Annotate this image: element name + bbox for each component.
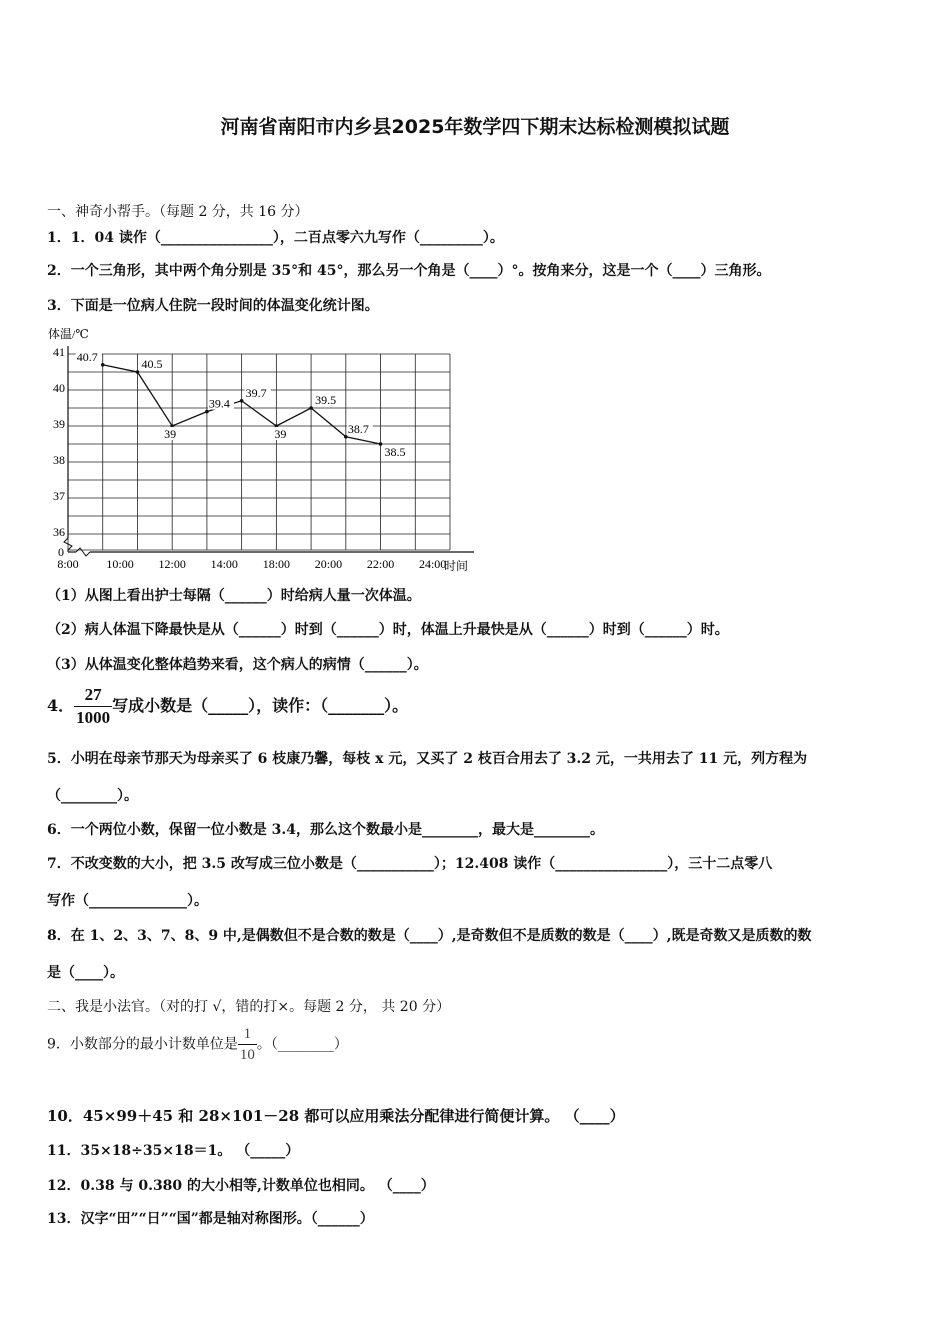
y-tick-label: 0: [58, 545, 64, 559]
y-tick-label: 38: [53, 453, 65, 467]
x-axis-label: 时间: [443, 559, 469, 573]
question-2: 2．一个三角形，其中两个角分别是 35°和 45°，那么另一个角是（____）°。按角来分，这是一个（____）三角形。: [47, 263, 771, 279]
x-tick-label: 24:00: [418, 557, 447, 571]
data-point: [136, 370, 140, 374]
question-12: 12．0.38 与 0.380 的大小相等,计数单位也相同。 （____）: [47, 1178, 435, 1194]
fraction-numerator: 27: [84, 685, 102, 704]
question-3: 3．下面是一位病人住院一段时间的体温变化统计图。: [47, 298, 379, 314]
y-tick-label: 37: [53, 489, 65, 503]
question-7-line-1: 7．不改变数的大小，把 3.5 改写成三位小数是（___________）；12.408 读作（________________），三十二点零八: [47, 856, 773, 872]
question-4: [47, 684, 408, 729]
temperature-line-chart: [44, 322, 484, 574]
y-axis-label: 体温/℃: [48, 327, 89, 341]
data-label: 38.5: [384, 445, 406, 459]
y-tick-label: 39: [53, 417, 65, 431]
question-3-part-1: （1）从图上看出护士每隔（______）时给病人量一次体温。: [47, 588, 421, 604]
x-tick-label: 8:00: [57, 557, 79, 571]
data-point: [379, 442, 383, 446]
data-point: [309, 406, 313, 410]
x-tick-label: 14:00: [210, 557, 238, 571]
fraction-numerator: 1: [243, 1026, 252, 1042]
data-label: 39: [164, 427, 177, 441]
x-tick-label: 22:00: [366, 557, 395, 571]
question-1: 1．1．04 读作（________________），二百点零六九写作（_________）。: [47, 230, 504, 246]
fraction-denominator: 10: [238, 1044, 257, 1065]
question-3-part-2: （2）病人体温下降最快是从（______）时到（______）时，体温上升最快是从（______）时到（______）时。: [47, 622, 729, 638]
question-9: [47, 1024, 348, 1065]
x-tick-label: 20:00: [314, 557, 343, 571]
question-11: 11．35×18÷35×18＝1。 （_____）: [47, 1143, 300, 1159]
y-tick-label: 40: [53, 381, 65, 395]
question-9-text: 。（________）: [256, 1036, 348, 1053]
y-tick-label: 41: [53, 345, 65, 359]
question-4-prefix: 4．: [47, 696, 75, 715]
question-8-line-1: 8．在 1、2、3、7、8、9 中,是偶数但不是合数的数是（____）,是奇数但不是质数的数是（____）,既是奇数又是质数的数: [47, 928, 812, 944]
question-9-prefix: 9．小数部分的最小计数单位是: [47, 1036, 238, 1053]
question-7-line-2: 写作（______________）。: [47, 893, 208, 909]
data-label: 39.5: [315, 393, 337, 407]
data-point: [101, 363, 105, 367]
question-5-line-2: （________）。: [47, 788, 138, 804]
data-label: 39.7: [245, 385, 267, 400]
data-label: 38.7: [347, 421, 369, 436]
fraction-denominator: 1000: [76, 708, 111, 727]
data-point: [240, 399, 244, 403]
section-1-heading: 一、神奇小帮手。（每题 2 分，共 16 分）: [47, 204, 309, 220]
question-13: 13．汉字“田”“日”“国”都是轴对称图形。（______）: [47, 1211, 374, 1227]
question-5-line-1: 5．小明在母亲节那天为母亲买了 6 枝康乃馨，每枝 x 元，又买了 2 枝百合用去了 3.2 元，一共用去了 11 元，列方程为: [47, 751, 808, 767]
data-label: 40.5: [141, 357, 163, 371]
y-tick-label: 36: [53, 525, 65, 539]
x-tick-label: 18:00: [262, 557, 291, 571]
x-axis-break-mark: [76, 548, 90, 556]
x-tick-label: 12:00: [158, 557, 186, 571]
question-10: 10．45×99＋45 和 28×101－28 都可以应用乘法分配律进行简便计算。 （____）: [47, 1107, 625, 1125]
section-2-heading: 二、我是小法官。（对的打 √，错的打×。每题 2 分， 共 20 分）: [47, 999, 451, 1015]
question-8-line-2: 是（____）。: [47, 965, 124, 981]
question-3-part-3: （3）从体温变化整体趋势来看，这个病人的病情（______）。: [47, 657, 428, 673]
data-label: 40.7: [76, 349, 98, 364]
fraction-27-1000: [74, 684, 112, 729]
data-label: 39: [274, 427, 287, 441]
question-4-text: 写成小数是（_____），读作：（_______）。: [112, 696, 409, 715]
x-tick-label: 10:00: [106, 557, 134, 571]
fraction-1-10: [238, 1024, 257, 1065]
data-label: 39.4: [208, 396, 230, 411]
page-title: 河南省南阳市内乡县2025年数学四下期末达标检测模拟试题: [220, 116, 730, 138]
question-6: 6．一个两位小数，保留一位小数是 3.4，那么这个数最小是________，最大是________。: [47, 822, 604, 838]
